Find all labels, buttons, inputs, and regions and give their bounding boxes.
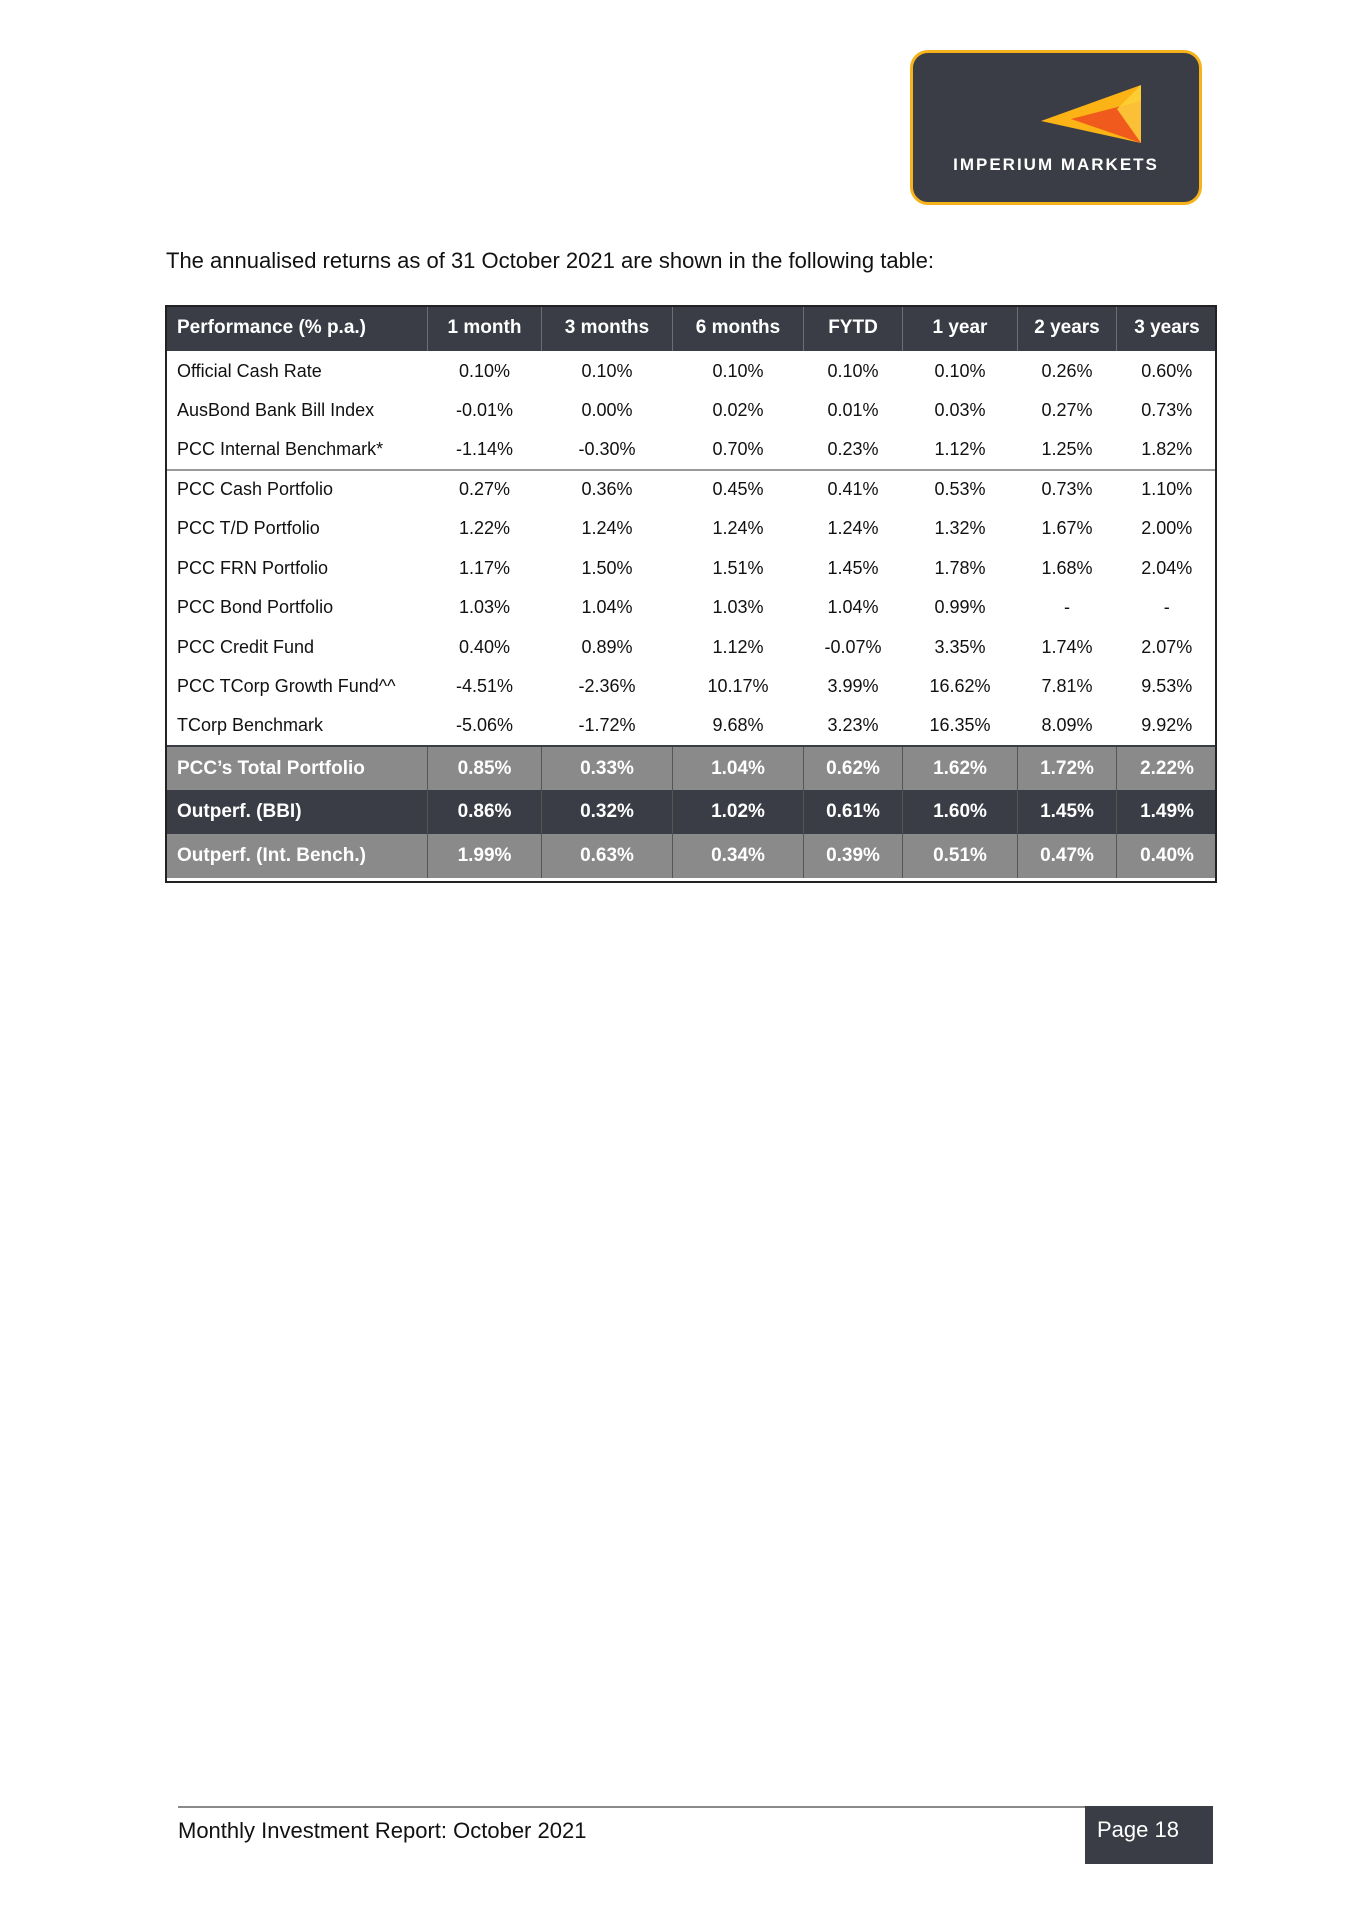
cell: 0.60% [1141,361,1193,382]
cell: 1.02% [673,790,804,834]
cell: 0.01% [827,399,879,420]
cell: 0.70% [712,438,764,459]
cell: 0.39% [804,834,903,878]
cell: 0.23% [827,438,879,459]
cell: 0.47% [1018,834,1117,878]
table-row [165,509,1217,549]
cell: 0.73% [1141,399,1193,420]
cell: 1.17% [458,557,511,578]
table-row [165,470,1217,510]
cell: 1.45% [827,557,879,578]
cell: 0.34% [673,834,804,878]
portfolio-rows [165,470,1217,747]
cell: 0.02% [712,399,764,420]
row-label: TCorp Benchmark [177,715,324,736]
cell: 0.33% [542,746,673,790]
page-number: Page 18 [1085,1806,1213,1864]
cell: 0.40% [458,636,511,657]
cell: 1.60% [903,790,1018,834]
cell: 0.51% [903,834,1018,878]
cell: 0.73% [1018,470,1117,510]
cell: -2.36% [578,676,636,697]
row-label: Official Cash Rate [177,361,322,382]
cell: 0.10% [581,361,633,382]
row-label: AusBond Bank Bill Index [177,399,375,420]
table-row [165,549,1217,589]
row-label: Outperf. (Int. Bench.) [177,845,366,866]
cell: 0.63% [542,834,673,878]
cell: 0.89% [581,636,633,657]
table-row [165,667,1217,707]
logo-arrow-icon [1041,75,1161,155]
cell: 16.35% [929,715,991,736]
performance-table [165,305,1217,878]
cell: 1.68% [1041,557,1093,578]
cell: 1.25% [1041,438,1093,459]
cell: 1.22% [458,518,511,539]
row-label: PCC Internal Benchmark* [177,438,384,459]
cell: -0.01% [455,399,514,420]
summary-rows [165,746,1217,878]
cell: 9.92% [1141,715,1193,736]
row-label: Outperf. (BBI) [177,801,302,822]
cell: 1.24% [827,518,879,539]
cell: 1.62% [903,746,1018,790]
cell: 1.50% [581,557,633,578]
cell: 2.04% [1141,557,1193,578]
cell: 0.00% [581,399,633,420]
cell: -0.07% [824,636,882,657]
row-label: PCC FRN Portfolio [177,557,329,578]
cell: 0.61% [804,790,903,834]
cell: 1.99% [428,834,542,878]
cell: 0.26% [1041,361,1093,382]
footer-divider [178,1806,1212,1808]
cell: 1.04% [581,597,633,618]
cell: 1.03% [712,597,764,618]
cell: 7.81% [1041,676,1093,697]
row-label: PCC’s Total Portfolio [165,746,428,790]
table-row [165,351,1217,391]
cell: 2.07% [1141,636,1193,657]
cell: 3.99% [827,676,879,697]
table-row [165,430,1217,470]
cell: 1.78% [934,557,986,578]
cell: -4.51% [455,676,514,697]
summary-row-outperf-bbi [165,790,1217,834]
header-cell: FYTD [804,305,903,351]
imperium-markets-logo [910,50,1202,205]
cell: 0.40% [1117,834,1218,878]
table-row [165,707,1217,747]
cell: 16.62% [929,676,991,697]
header-cell: 1 year [903,305,1018,351]
footer-report-title: Monthly Investment Report: October 2021 [178,1818,587,1843]
cell: 1.67% [1041,518,1093,539]
table-row [165,588,1217,628]
cell: 0.45% [673,470,804,510]
cell: 1.12% [934,438,986,459]
cell: 0.36% [542,470,673,510]
cell: 0.85% [428,746,542,790]
cell: 1.74% [1041,636,1093,657]
table-row [165,391,1217,431]
cell: 1.03% [458,597,511,618]
cell: 0.86% [428,790,542,834]
cell: 1.32% [934,518,986,539]
cell: 1.45% [1018,790,1117,834]
cell: 1.04% [827,597,879,618]
logo-text: IMPERIUM MARKETS [953,155,1159,174]
cell: 9.53% [1141,676,1193,697]
cell: -1.14% [455,438,514,459]
header-cell: Performance (% p.a.) [177,317,366,338]
header-cell: 2 years [1018,305,1117,351]
cell: - [1163,597,1170,618]
cell: 1.10% [1117,470,1218,510]
cell: -5.06% [455,715,514,736]
cell: 3.35% [934,636,986,657]
benchmark-rows [165,351,1217,470]
cell: 8.09% [1041,715,1093,736]
cell: - [1064,597,1070,618]
row-label: PCC Credit Fund [177,636,315,657]
header-cell: 1 month [428,305,542,351]
cell: 1.24% [712,518,764,539]
cell: 1.04% [673,746,804,790]
cell: 0.27% [428,470,542,510]
summary-row-outperf-int-bench [165,834,1217,878]
cell: 2.00% [1141,518,1193,539]
cell: -0.30% [578,438,636,459]
cell: 0.62% [804,746,903,790]
cell: 9.68% [712,715,764,736]
cell: 1.51% [712,557,764,578]
cell: 10.17% [707,676,769,697]
table-header-row [165,305,1217,351]
cell: 1.24% [581,518,633,539]
header-cell: 3 months [542,305,673,351]
cell: 0.27% [1041,399,1093,420]
intro-text: The annualised returns as of 31 October 2021 are shown in the following table: [166,248,935,273]
cell: 0.10% [458,361,511,382]
cell: 0.10% [712,361,764,382]
header-cell: 3 years [1117,305,1218,351]
cell: 1.49% [1117,790,1218,834]
cell: 3.23% [827,715,879,736]
cell: 0.41% [804,470,903,510]
cell: 1.12% [712,636,764,657]
cell: 0.99% [934,597,986,618]
cell: 0.32% [542,790,673,834]
summary-row-total-portfolio [165,746,1217,790]
cell: -1.72% [578,715,636,736]
row-label: PCC TCorp Growth Fund^^ [177,676,396,697]
row-label: PCC T/D Portfolio [177,518,320,539]
row-label: PCC Cash Portfolio [165,470,428,510]
cell: 0.10% [827,361,879,382]
table-row [165,628,1217,668]
header-cell: 6 months [673,305,804,351]
row-label: PCC Bond Portfolio [177,597,334,618]
cell: 0.53% [903,470,1018,510]
cell: 1.82% [1141,438,1193,459]
cell: 0.10% [934,361,986,382]
cell: 0.03% [934,399,986,420]
cell: 1.72% [1018,746,1117,790]
cell: 2.22% [1117,746,1218,790]
